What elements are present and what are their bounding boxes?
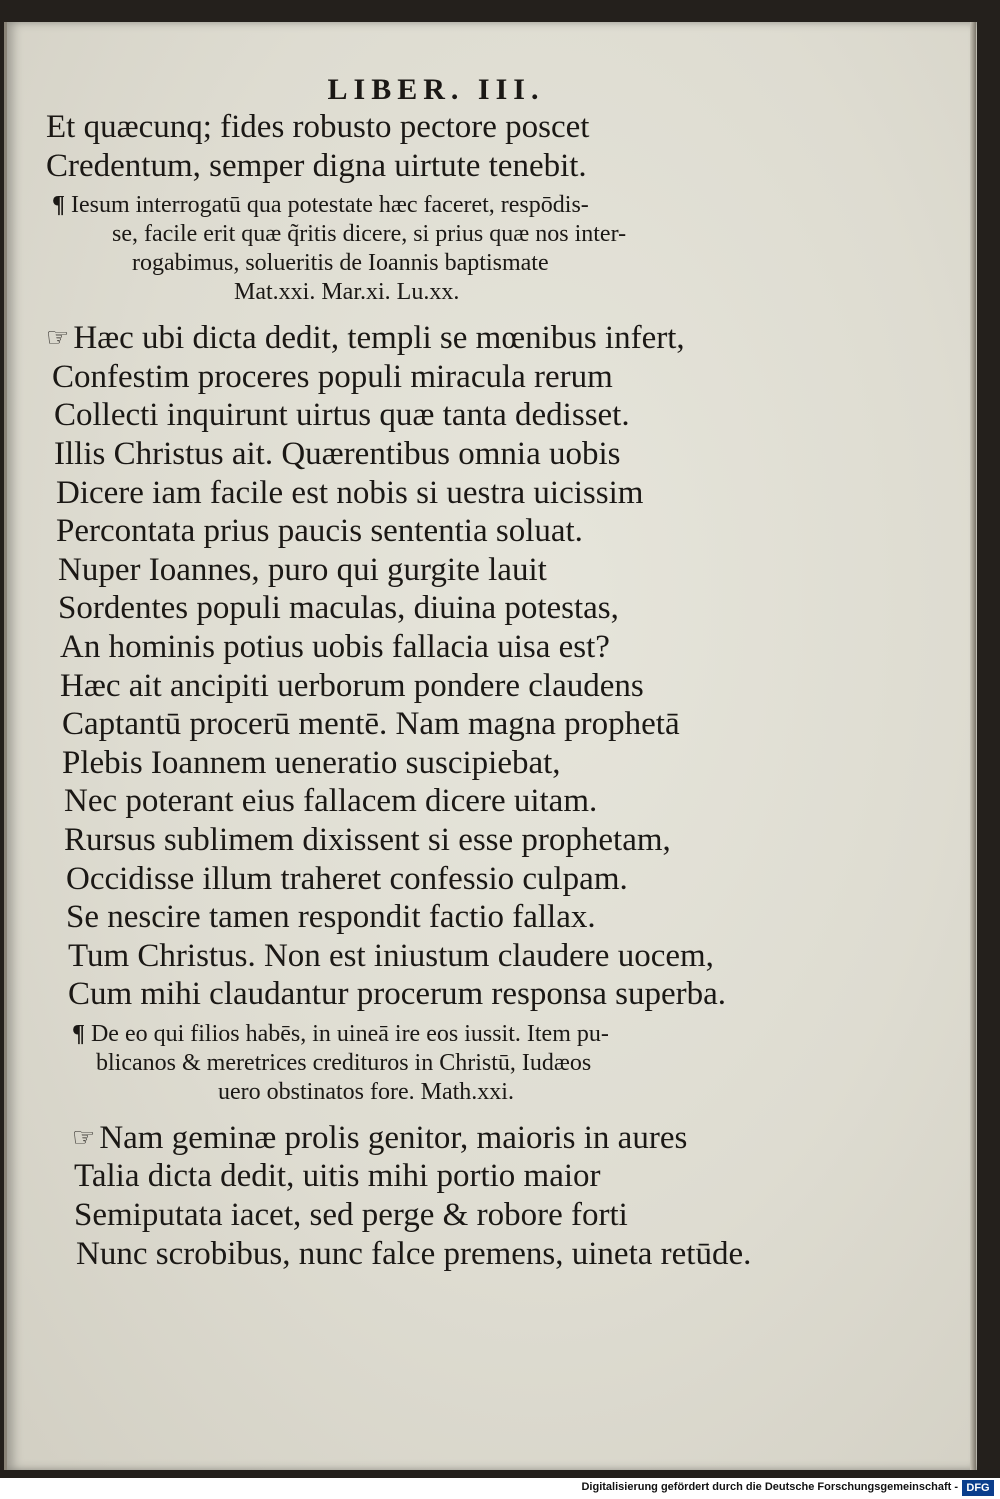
- digitization-footer: [0, 1478, 1000, 1499]
- verse-line: Credentum, semper digna uirtute tenebit.: [46, 147, 587, 184]
- verse-line: Sordentes populi maculas, diuina potestas,: [58, 590, 619, 627]
- funding-credit: Digitalisierung gefördert durch die Deutsche Forschungsgemeinschaft -: [581, 1481, 958, 1493]
- summary-line: blicanos & meretrices credituros in Christū, Iudæos: [96, 1049, 592, 1076]
- verse-line: Tum Christus. Non est iniustum claudere uocem,: [68, 937, 714, 974]
- verse-line: Captantū procerū mentē. Nam magna prophetā: [62, 706, 680, 743]
- summary-line: uero obstinatos fore. Math.xxi.: [218, 1078, 514, 1105]
- pilcrow-mark: ¶: [52, 192, 65, 219]
- page-edge: [970, 22, 976, 1470]
- verse-block-3: [72, 1119, 786, 1273]
- summary-line: Mat.xxi. Mar.xi. Lu.xx.: [234, 279, 460, 306]
- verse-line: Confestim proceres populi miracula rerum: [52, 358, 613, 395]
- verse-line: Talia dicta dedit, uitis mihi portio maior: [74, 1158, 601, 1195]
- summary-line: [72, 1020, 786, 1049]
- verse-line: Plebis Ioannem ueneratio suscipiebat,: [62, 744, 561, 781]
- verse-line: [72, 1119, 786, 1158]
- verse-line: Nec poterant eius fallacem dicere uitam.: [64, 783, 598, 820]
- dfg-logo: DFG: [962, 1480, 994, 1496]
- manicule-icon: ☞: [72, 1122, 96, 1152]
- manicule-icon: ☞: [46, 323, 70, 353]
- verse-line: Cum mihi claudantur procerum responsa superba.: [68, 976, 726, 1013]
- verse-line: Et quæcunq; fides robusto pectore poscet: [46, 109, 590, 145]
- verse-line: Dicere iam facile est nobis si uestra uicissim: [56, 474, 644, 511]
- verse-line: Nunc scrobibus, nunc falce premens, uineta retūde.: [76, 1235, 752, 1272]
- chapter-summary-2: [72, 1020, 786, 1107]
- verse-line: An hominis potius uobis fallacia uisa est?: [60, 628, 610, 665]
- summary-line: se, facile erit quæ q̃ritis dicere, si prius quæ nos inter-: [112, 221, 627, 248]
- verse-line: Percontata prius paucis sententia soluat.: [56, 513, 583, 550]
- pilcrow-mark: ¶: [72, 1020, 85, 1047]
- verse-text: Nam geminæ prolis genitor, maioris in aures: [99, 1119, 688, 1156]
- verse-line: Se nescire tamen respondit factio fallax.: [66, 899, 596, 936]
- verse-block-1: [46, 108, 786, 185]
- summary-line: [52, 191, 786, 220]
- running-title: LIBER. III.: [327, 73, 545, 106]
- verse-text: Hæc ubi dicta dedit, templi se mœnibus infert,: [73, 320, 685, 357]
- verse-line: Illis Christus ait. Quærentibus omnia uobis: [54, 435, 621, 472]
- summary-text: Iesum interrogatū qua potestate hæc faceret, respōdis-: [70, 192, 589, 219]
- chapter-summary-1: [52, 191, 786, 307]
- verse-line: Occidisse illum traheret confessio culpam.: [66, 860, 628, 897]
- verse-line: Collecti inquirunt uirtus quæ tanta dedisset.: [54, 397, 630, 434]
- verse-line: Semiputata iacet, sed perge & robore forti: [74, 1197, 628, 1234]
- verse-line: Rursus sublimem dixissent si esse prophetam,: [64, 821, 671, 858]
- verse-line: Nuper Ioannes, puro qui gurgite lauit: [58, 551, 547, 588]
- verse-line: Hæc ait ancipiti uerborum pondere claudens: [60, 667, 644, 704]
- summary-text: De eo qui filios habēs, in uineā ire eos iussit. Item pu-: [90, 1020, 609, 1047]
- summary-line: rogabimus, solueritis de Ioannis baptismate: [132, 250, 549, 277]
- verse-block-2: [46, 319, 786, 1014]
- page-text: [46, 72, 786, 1273]
- verse-line: [46, 319, 786, 358]
